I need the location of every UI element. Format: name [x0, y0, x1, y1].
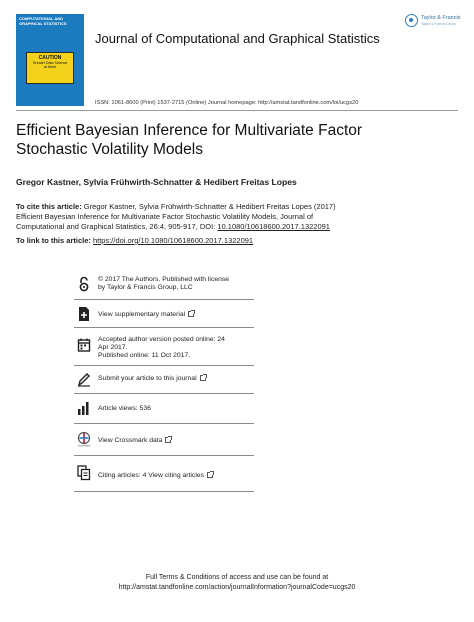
citing-articles-label[interactable]: Citing articles: 4 View citing articles — [98, 472, 205, 479]
doi-link[interactable]: https://doi.org/10.1080/10618600.2017.1322091 — [92, 236, 254, 245]
citation-doi[interactable]: 10.1080/10618600.2017.1322091 — [217, 222, 330, 231]
article-authors: Gregor Kastner, Sylvia Frühwirth-Schnatter & Hedibert Freitas Lopes — [16, 177, 297, 187]
cover-caution-line: Greater Data Science — [32, 61, 68, 65]
publisher-logo-icon — [405, 14, 418, 27]
citation-label: To cite this article: — [16, 202, 82, 211]
header-divider — [16, 110, 458, 111]
article-title-line: Stochastic Volatility Models — [16, 141, 203, 158]
external-link-icon — [200, 375, 206, 381]
article-title-line: Efficient Bayesian Inference for Multivariate Factor — [16, 122, 363, 139]
issn-line[interactable]: ISSN: 1061-8600 (Print) 1537-2715 (Online) Journal homepage: http://amstat.tandfonline.com/loi/ucgs20 — [95, 100, 359, 106]
article-link-line — [16, 236, 253, 245]
calendar-icon — [77, 337, 91, 353]
external-link-icon — [188, 311, 194, 317]
crossmark-icon — [77, 431, 91, 447]
cover-title — [19, 17, 81, 26]
citation-block — [16, 202, 456, 232]
submit-label[interactable]: Submit your article to this journal — [98, 375, 197, 382]
cover-caution-sign — [26, 52, 74, 84]
accepted-line: Apr 2017. — [98, 344, 128, 351]
submit-link[interactable] — [98, 375, 206, 383]
journal-cover-image — [16, 14, 84, 106]
open-access-icon — [77, 276, 91, 292]
citation-text: Computational and Graphical Statistics, 26:4, 905-917, DOI: — [16, 222, 218, 231]
citing-articles-row[interactable] — [74, 460, 254, 492]
crossmark-row[interactable] — [74, 428, 254, 456]
footer-line: Full Terms & Conditions of access and use can be found at — [145, 574, 329, 581]
cover-title-line: GRAPHICAL STATISTICS — [19, 20, 67, 26]
views-row — [74, 398, 254, 424]
publication-dates-row — [74, 334, 254, 366]
crossmark-icon-label: CrossMark — [77, 444, 91, 447]
supplementary-link[interactable] — [98, 311, 194, 319]
pencil-icon — [77, 371, 91, 387]
publication-dates — [98, 336, 225, 360]
license-row — [74, 273, 254, 300]
submit-row[interactable] — [74, 368, 254, 394]
supplementary-row[interactable] — [74, 302, 254, 328]
accepted-line: Accepted author version posted online: 24 — [98, 336, 225, 343]
footer-link[interactable]: http://amstat.tandfonline.com/action/journalInformation?journalCode=ucgs20 — [118, 583, 356, 591]
link-label: To link to this article: — [16, 236, 93, 245]
publisher-logo[interactable] — [405, 14, 467, 34]
citation-text: Gregor Kastner, Sylvia Frühwirth-Schnatter & Hedibert Freitas Lopes (2017) — [81, 202, 336, 211]
publisher-name: Taylor & Francis — [421, 15, 461, 21]
supplementary-label[interactable]: View supplementary material — [98, 311, 186, 318]
views-count: Article views: 536 — [98, 405, 151, 412]
license-line: © 2017 The Authors. Published with license — [98, 276, 230, 283]
crossmark-label[interactable]: View Crossmark data — [98, 437, 163, 444]
journal-name: Journal of Computational and Graphical Statistics — [95, 31, 380, 46]
citing-articles-icon — [77, 465, 91, 481]
citation-text: Efficient Bayesian Inference for Multivariate Factor Stochastic Volatility Models, Journal of — [16, 212, 314, 221]
terms-footer — [0, 573, 474, 592]
cover-caution-line: at Work — [43, 65, 57, 69]
external-link-icon — [165, 437, 171, 443]
published-line: Published online: 11 Oct 2017. — [98, 352, 191, 359]
license-line: by Taylor & Francis Group, LLC — [98, 284, 193, 291]
license-text — [98, 276, 229, 292]
external-link-icon — [207, 472, 213, 478]
cover-caution-body — [27, 61, 73, 69]
crossmark-link[interactable] — [98, 437, 171, 445]
publisher-subname: Taylor & Francis Group — [421, 22, 456, 26]
cover-title-line: COMPUTATIONAL AND — [19, 16, 64, 21]
document-plus-icon — [77, 306, 91, 322]
bar-chart-icon — [77, 400, 91, 416]
cover-caution-head: CAUTION — [38, 55, 62, 61]
article-title — [16, 121, 456, 159]
citing-articles-link[interactable] — [98, 472, 213, 480]
